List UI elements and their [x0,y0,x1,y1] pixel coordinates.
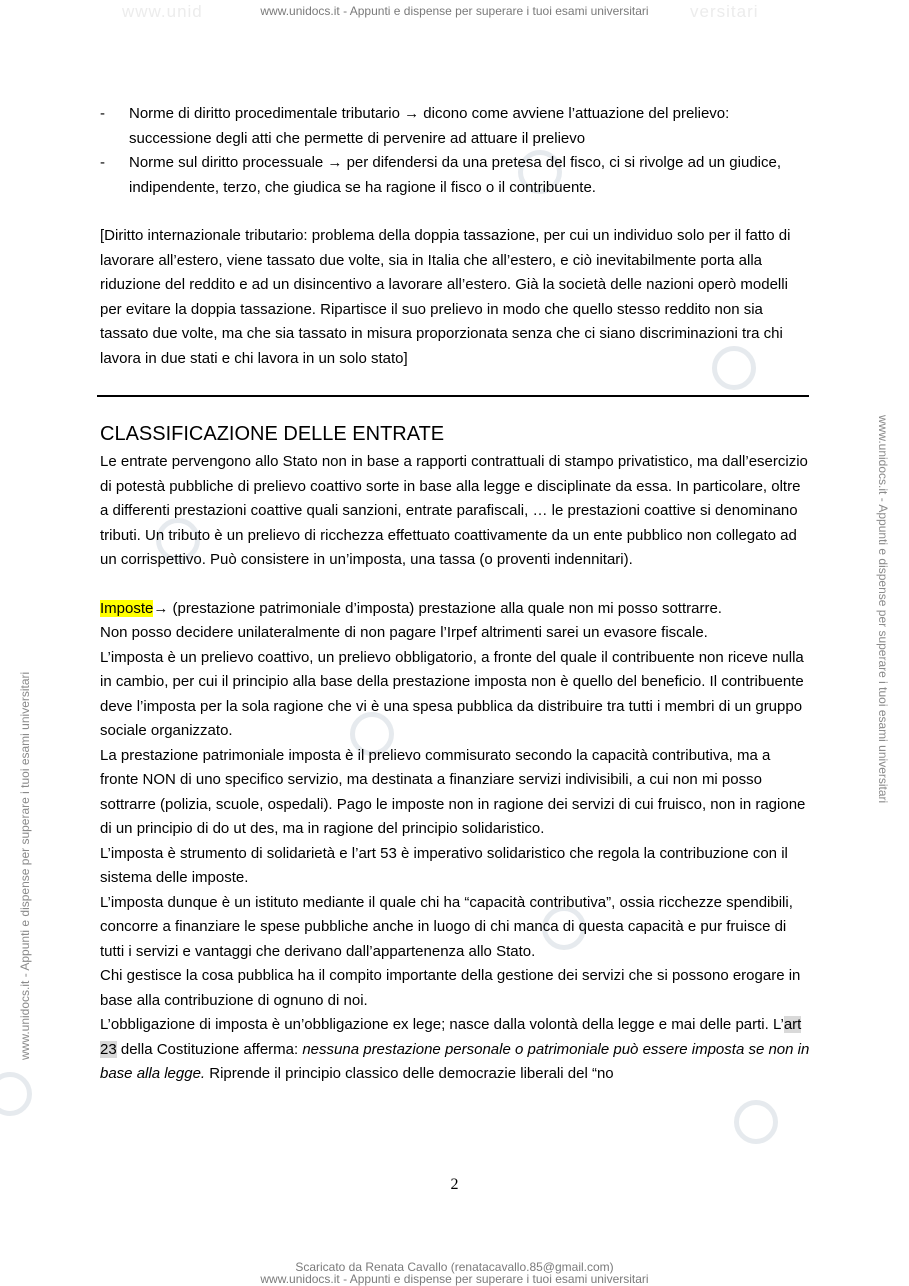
final-paragraph [100,1013,812,1087]
downloaded-by-note: Scaricato da Renata Cavallo (renatacavallo.85@gmail.com) [295,1260,614,1274]
final-text-before-art: L’obbligazione di imposta è un’obbligazione ex lege; nasce dalla volontà della legge e mai delle parti. L’ [100,1016,784,1033]
art-23-reference: art 23 [100,1016,802,1058]
constitution-quote: nessuna prestazione personale o patrimoniale può essere imposta se non in base alla legge. [100,1040,810,1082]
imposte-paragraph: La prestazione patrimoniale imposta è il prelievo commisurato secondo la capacità contributiva, ma a fronte NON di uno specifico servizio, ma destinata a finanziare servizi indivisibili, a cui non mi posso sottrarre (polizia, scuole, ospedali). Pago le imposte non in ragione dei servizi di cui fruisco, non in ragione di un principio di do ut des, ma in ragione del principio solidaristico. [100,746,806,837]
imposte-paragraph: L’imposta dunque è un istituto mediante il quale chi ha “capacità contributiva”, ossia ricchezze spendibili, concorre a finanziare le spese pubbliche anche in luogo di chi manca di questa capacità e pur fruisce di tutti i servizi e vantaggi che derivano dall’appartenenza allo Stato. [100,893,793,960]
imposte-paragraph: L’imposta è un prelievo coattivo, un prelievo obbligatorio, a fronte del quale il contribuente non riceve nulla in cambio, per cui il principio alla base della prestazione imposta non è quello del beneficio. Il contribuente deve l’imposta per la sola ragione che vi è una spesa pubblica da distribuire tra tutti i membri di un gruppo sociale organizzato. [100,648,804,739]
intro-paragraph: Le entrate pervengono allo Stato non in base a rapporti contrattuali di stampo privatistico, ma dall’esercizio di potestà pubbliche di prelievo coattivo sorte in base alla legge e disciplinate da essa. In particolare, oltre a differenti prestazioni coattive quali sanzioni, entrate parafiscali, … le prestazioni coattive si denominano tributi. Un tributo è un prelievo di ricchezza effettuato coattivamente da un ente pubblico non collegato ad un corrispettivo. Può consistere in un’imposta, una tassa (o proventi indennitari). [100,453,808,568]
bullet-dash: - [100,105,105,122]
imposte-paragraph: Chi gestisce la cosa pubblica ha il compito importante della gestione dei servizi che si possono erogare in base alla contribuzione di ognuno di noi. [100,967,801,1009]
ghost-watermark-top-left: www.unid [122,2,203,21]
final-text-after-art: della Costituzione afferma: [116,1040,303,1058]
watermark-logo-icon [0,1072,32,1116]
arrow-icon: → [153,599,169,617]
watermark-right-side: www.unidocs.it - Appunti e dispense per superare i tuoi esami universitari [876,415,890,804]
page-number: 2 [450,1176,459,1193]
imposte-paragraph: Non posso decidere unilateralmente di non pagare l’Irpef altrimenti sarei un evasore fiscale. [100,624,708,641]
bullet-dash: - [100,154,105,171]
watermark-footer-text: www.unidocs.it - Appunti e dispense per superare i tuoi esami universitari [260,1272,649,1286]
section-heading: CLASSIFICAZIONE DELLE ENTRATE [100,423,445,445]
imposte-definition [100,597,812,622]
imposte-paragraph: L’imposta è strumento di solidarietà e l’art 53 è imperativo solidaristico che regola la contribuzione con il sistema delle imposte. [100,844,788,886]
intl-tax-note: [Diritto internazionale tributario: problema della doppia tassazione, per cui un individuo solo per il fatto di lavorare all’estero, viene tassato due volte, sia in Italia che all’estero, e ciò inevitabilmente porta alla riduzione del reddito e ad un disincentivo a lavorare all’estero. Già la società delle nazioni operò modelli per evitare la doppia tassazione. Ripartisce il suo prelievo in modo che quello stesso reddito non sia tassato due volte, ma che sia tassato in misura proporzionata senza che ci siano discriminazioni tra chi lavora in due stati e chi lavora in un solo stato] [100,227,791,367]
section-divider [97,395,809,397]
watermark-logo-icon [734,1100,778,1144]
ghost-watermark-top-right: versitari [690,2,759,21]
bullet-item [100,102,812,151]
imposte-term: Imposte [100,599,154,617]
imposte-definition-text: (prestazione patrimoniale d’imposta) prestazione alla quale non mi posso sottrarre. [168,599,722,617]
document-body [100,102,812,1087]
final-text-closing: Riprende il principio classico delle democrazie liberali del “no [205,1065,614,1082]
watermark-header: www.unidocs.it - Appunti e dispense per superare i tuoi esami universitari [260,4,649,18]
bullet-item [100,151,812,200]
bullet-text: Norme sul diritto processuale → per difendersi da una pretesa del fisco, ci si rivolge ad un giudice, indipendente, terzo, che giudica se ha ragione il fisco o il contribuente. [129,154,782,196]
bullet-text: Norme di diritto procedimentale tributario → dicono come avviene l’attuazione del prelievo: successione degli atti che permette di pervenire ad attuare il prelievo [129,105,730,147]
watermark-left-side: www.unidocs.it - Appunti e dispense per superare i tuoi esami universitari [18,671,32,1060]
